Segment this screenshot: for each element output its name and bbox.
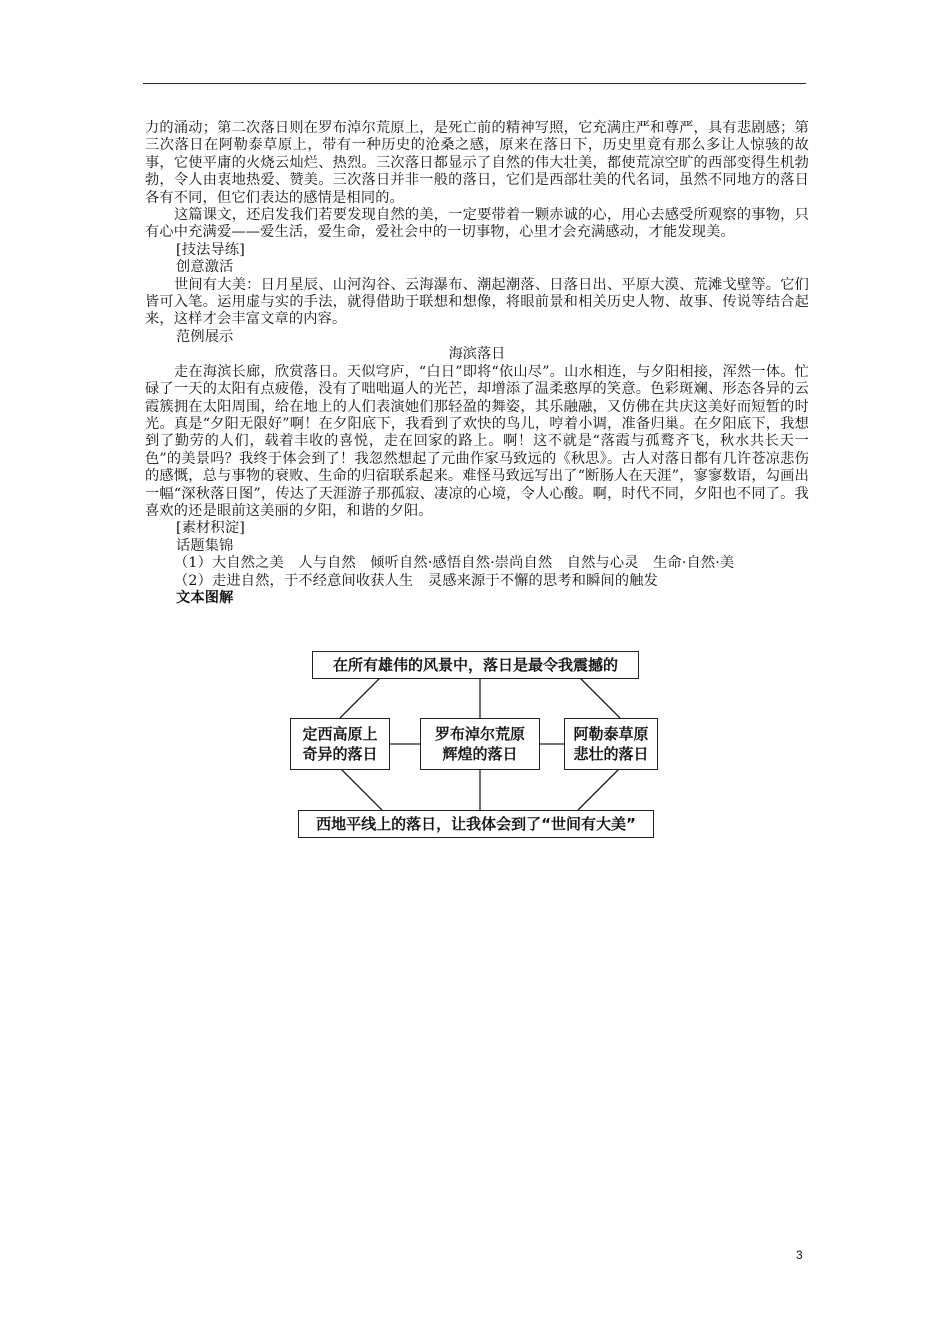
body-paragraph-2: 这篇课文，还启发我们若要发现自然的美，一定要带着一颗赤诚的心，用心去感受所观察的事物，只有心中充满爱——爱生活，爱生命，爱社会中的一切事物，心里才会充满感动，才能发现美。 xyxy=(145,207,809,241)
text-diagram xyxy=(280,648,680,844)
diagram-bottom-box: 西地平线上的落日，让我体会到了“世间有大美” xyxy=(298,810,654,838)
subheading-creative: 创意激活 xyxy=(176,259,234,276)
left-box-line2: 奇异的落日 xyxy=(302,745,378,763)
diagram-top-box: 在所有雄伟的风景中，落日是最令我震撼的 xyxy=(312,651,639,679)
page-number: 3 xyxy=(796,1248,803,1262)
example-title: 海滨落日 xyxy=(448,346,506,363)
topic-item-1: （1）大自然之美 人与自然 倾听自然·感悟自然·崇尚自然 自然与心灵 生命·自然·美 xyxy=(174,555,735,572)
left-box-line1: 定西高原上 xyxy=(302,725,378,743)
section-heading-material: [素材积淀] xyxy=(176,520,246,537)
diagram-right-box xyxy=(564,718,658,770)
diagram-heading: 文本图解 xyxy=(176,589,234,606)
subheading-example: 范例展示 xyxy=(176,328,234,345)
creative-text: 世间有大美：日月星辰、山河沟谷、云海瀑布、潮起潮落、日落日出、平原大漠、荒滩戈壁等。它们皆可入笔。运用虚与实的手法，就得借助于联想和想像，将眼前景和相关历史人物、故事、传说等结合起来，这样才会丰富文章的内容。 xyxy=(145,276,809,328)
right-box-line2: 悲壮的落日 xyxy=(573,745,649,763)
mid-box-line1: 罗布淖尔荒原 xyxy=(434,725,525,743)
header-rule xyxy=(143,83,806,84)
document-body xyxy=(145,120,809,607)
mid-box-line2: 辉煌的落日 xyxy=(442,745,518,763)
diagram-left-box xyxy=(290,718,390,770)
example-text: 走在海滨长廊，欣赏落日。天似穹庐，“白日”即将“依山尽”。山水相连，与夕阳相接，浑然一体。忙碌了一天的太阳有点疲倦，没有了咄咄逼人的光芒，却增添了温柔憨厚的笑意。色彩斑斓、形态各异的云霞簇拥在太阳周围，给在地上的人们表演她们那轻盈的舞姿，其乐融融，又仿佛在共庆这美好而短暂的时光。真是“夕阳无限好”啊！在夕阳底下，我看到了欢快的鸟儿，哼着小调，准备归巢。在夕阳底下，我想到了勤劳的人们，载着丰收的喜悦，走在回家的路上。啊！这不就是“落霞与孤鹜齐飞，秋水共长天一色”的美景吗？我终于体会到了！我忽然想起了元曲作家马致远的《秋思》。古人对落日都有几许苍凉悲伤的感慨，总与事物的衰败、生命的归宿联系起来。难怪马致远写出了“断肠人在天涯”，寥寥数语，勾画出一幅“深秋落日图”，传达了天涯游子那孤寂、凄凉的心境，令人心酸。啊，时代不同，夕阳也不同了。我喜欢的还是眼前这美丽的夕阳，和谐的夕阳。 xyxy=(145,363,809,519)
right-box-line1: 阿勒泰草原 xyxy=(573,725,649,743)
diagram-mid-box xyxy=(420,718,540,770)
subheading-topics: 话题集锦 xyxy=(176,537,234,554)
section-heading-technique: [技法导练] xyxy=(176,241,246,258)
body-paragraph-1: 力的涌动；第二次落日则在罗布淖尔荒原上，是死亡前的精神写照，它充满庄严和尊严，具有悲剧感；第三次落日在阿勒泰草原上，带有一种历史的沧桑之感，原来在落日下，历史里竟有那么多让人惊骇的故事，它使平庸的火烧云灿烂、热烈。三次落日都显示了自然的伟大壮美，都使荒凉空旷的西部变得生机勃勃，令人由衷地热爱、赞美。三次落日并非一般的落日，它们是西部壮美的代名词，虽然不同地方的落日各有不同，但它们表达的感情是相同的。 xyxy=(145,120,809,206)
topic-item-2: （2）走进自然，于不经意间收获人生 灵感来源于不懈的思考和瞬间的触发 xyxy=(174,572,659,589)
